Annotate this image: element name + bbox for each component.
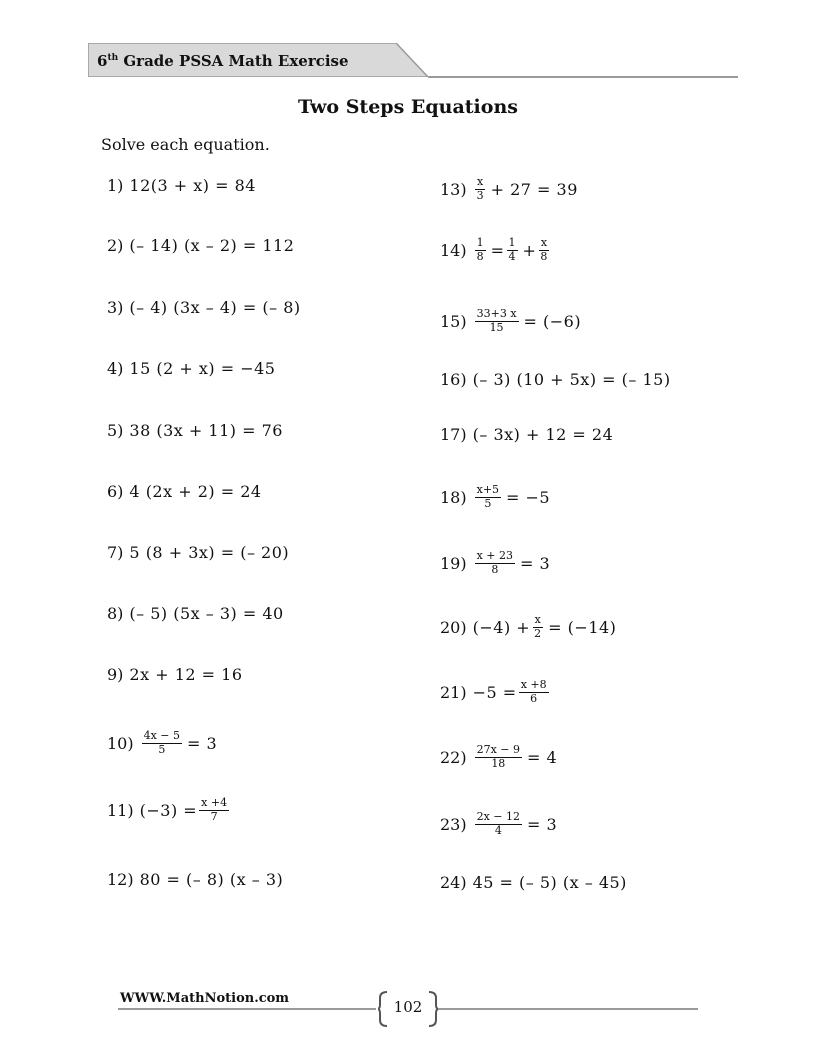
fraction	[519, 679, 549, 705]
footer-divider-right	[438, 1008, 698, 1010]
fraction	[475, 811, 522, 837]
fraction-numerator: x +8	[520, 678, 547, 691]
equation-prefix: (−3) =	[139, 800, 198, 820]
fraction	[538, 237, 549, 263]
fraction-denominator: 8	[491, 562, 499, 576]
problem-number: 2)	[107, 236, 124, 255]
fraction	[507, 237, 518, 263]
problem-right-11	[440, 811, 557, 837]
problem-right-8	[440, 614, 616, 640]
fraction-denominator: 6	[530, 691, 538, 705]
problem-right-2	[440, 237, 551, 263]
problem-left-9	[107, 665, 243, 684]
problem-number: 23)	[440, 814, 467, 834]
problem-right-1	[440, 176, 578, 202]
problem-left-11	[107, 797, 231, 823]
problem-number: 8)	[107, 604, 124, 623]
problem-number: 16)	[440, 370, 467, 389]
equation-text: 12(3 + x) = 84	[129, 176, 256, 195]
page-number: 102	[393, 998, 423, 1016]
fraction	[475, 176, 486, 202]
problem-number: 19)	[440, 553, 467, 573]
equation-suffix: = (−14)	[548, 617, 617, 637]
instructions: Solve each equation.	[101, 135, 270, 154]
equation-operator: =	[490, 240, 505, 260]
problem-number: 4)	[107, 359, 124, 378]
fraction-denominator: 8	[540, 249, 548, 263]
fraction-numerator: 2x − 12	[476, 810, 521, 823]
equation-text: (– 5) (5x – 3) = 40	[129, 604, 284, 623]
problem-number: 3)	[107, 298, 124, 317]
equation-text: (– 3x) + 12 = 24	[472, 425, 614, 444]
problem-left-6	[107, 482, 262, 501]
fraction-numerator: x +4	[201, 796, 228, 809]
problem-left-12	[107, 870, 283, 889]
fraction-numerator: x + 23	[476, 549, 514, 562]
problem-right-10	[440, 744, 557, 770]
fraction-numerator: x	[534, 613, 541, 626]
equation-prefix: −5 =	[472, 682, 517, 702]
page-title: Two Steps Equations	[298, 96, 518, 118]
equation-text: 80 = (– 8) (x – 3)	[139, 870, 284, 889]
problem-right-3	[440, 308, 581, 334]
fraction-denominator: 4	[494, 823, 502, 837]
problem-left-4	[107, 359, 275, 378]
equation-operator: +	[522, 240, 537, 260]
equation-suffix: = 4	[527, 747, 558, 767]
equation-suffix: = 3	[187, 733, 218, 753]
equation-text: 38 (3x + 11) = 76	[129, 421, 283, 440]
header-grade: 6	[97, 52, 108, 70]
problem-number: 20)	[440, 617, 467, 637]
problem-left-8	[107, 604, 284, 623]
problem-number: 5)	[107, 421, 124, 440]
header-divider	[428, 76, 738, 78]
equation-text: 4 (2x + 2) = 24	[129, 482, 262, 501]
fraction	[475, 308, 519, 334]
problem-left-5	[107, 421, 283, 440]
header-title	[97, 52, 349, 70]
problem-left-2	[107, 236, 294, 255]
fraction	[142, 730, 182, 756]
problem-number: 7)	[107, 543, 124, 562]
header-grade-suffix: th	[107, 53, 119, 63]
fraction	[532, 614, 543, 640]
fraction	[475, 484, 501, 510]
fraction-numerator: 4x − 5	[143, 729, 181, 742]
fraction	[475, 550, 515, 576]
equation-text: 5 (8 + 3x) = (– 20)	[129, 543, 290, 562]
equation-text: 45 = (– 5) (x – 45)	[472, 873, 627, 892]
problem-right-9	[440, 679, 551, 705]
problem-number: 11)	[107, 800, 134, 820]
problem-number: 6)	[107, 482, 124, 501]
problem-right-5	[440, 425, 613, 444]
fraction-denominator: 7	[210, 809, 218, 823]
equation-suffix: = (−6)	[523, 311, 582, 331]
equation-suffix: = 3	[527, 814, 558, 834]
problem-number: 12)	[107, 870, 134, 889]
problem-left-1	[107, 176, 256, 195]
problem-left-3	[107, 298, 301, 317]
problem-right-7	[440, 550, 550, 576]
fraction-denominator: 4	[508, 249, 516, 263]
fraction-denominator: 5	[484, 496, 492, 510]
problem-number: 17)	[440, 425, 467, 444]
problem-number: 14)	[440, 240, 467, 260]
fraction-denominator: 18	[491, 756, 506, 770]
problem-left-7	[107, 543, 289, 562]
fraction-numerator: 1	[476, 236, 484, 249]
fraction-numerator: 33+3 x	[476, 307, 517, 320]
equation-prefix: (−4) +	[472, 617, 531, 637]
fraction-denominator: 5	[158, 742, 166, 756]
equation-text: (– 3) (10 + 5x) = (– 15)	[472, 370, 671, 389]
fraction-numerator: x	[540, 236, 548, 249]
fraction-denominator: 8	[476, 249, 484, 263]
equation-text: 2x + 12 = 16	[129, 665, 243, 684]
fraction-denominator: 15	[489, 320, 504, 334]
problem-number: 24)	[440, 873, 467, 892]
fraction	[199, 797, 229, 823]
header-title-rest: Grade PSSA Math Exercise	[118, 52, 349, 70]
footer-website-link[interactable]: WWW.MathNotion.com	[120, 991, 290, 1006]
problem-right-4	[440, 370, 671, 389]
equation-suffix: + 27 = 39	[490, 179, 578, 199]
equation-suffix: = −5	[506, 487, 551, 507]
problem-number: 22)	[440, 747, 467, 767]
problem-right-12	[440, 873, 627, 892]
fraction-denominator: 2	[534, 626, 542, 640]
fraction	[475, 744, 522, 770]
fraction-denominator: 3	[476, 188, 484, 202]
fraction-numerator: 27x − 9	[476, 743, 521, 756]
equation-suffix: = 3	[520, 553, 551, 573]
footer-divider-left	[118, 1008, 376, 1010]
equation-text: (– 4) (3x – 4) = (– 8)	[129, 298, 301, 317]
problem-number: 10)	[107, 733, 134, 753]
fraction-numerator: x	[477, 175, 484, 188]
problem-number: 18)	[440, 487, 467, 507]
problem-number: 9)	[107, 665, 124, 684]
fraction-numerator: x+5	[476, 483, 500, 496]
equation-text: 15 (2 + x) = −45	[129, 359, 276, 378]
problem-right-6	[440, 484, 550, 510]
problem-number: 21)	[440, 682, 467, 702]
fraction-numerator: 1	[508, 236, 516, 249]
equation-text: (– 14) (x – 2) = 112	[129, 236, 295, 255]
problem-left-10	[107, 730, 217, 756]
fraction	[475, 237, 486, 263]
problem-number: 1)	[107, 176, 124, 195]
problem-number: 15)	[440, 311, 467, 331]
problem-number: 13)	[440, 179, 467, 199]
